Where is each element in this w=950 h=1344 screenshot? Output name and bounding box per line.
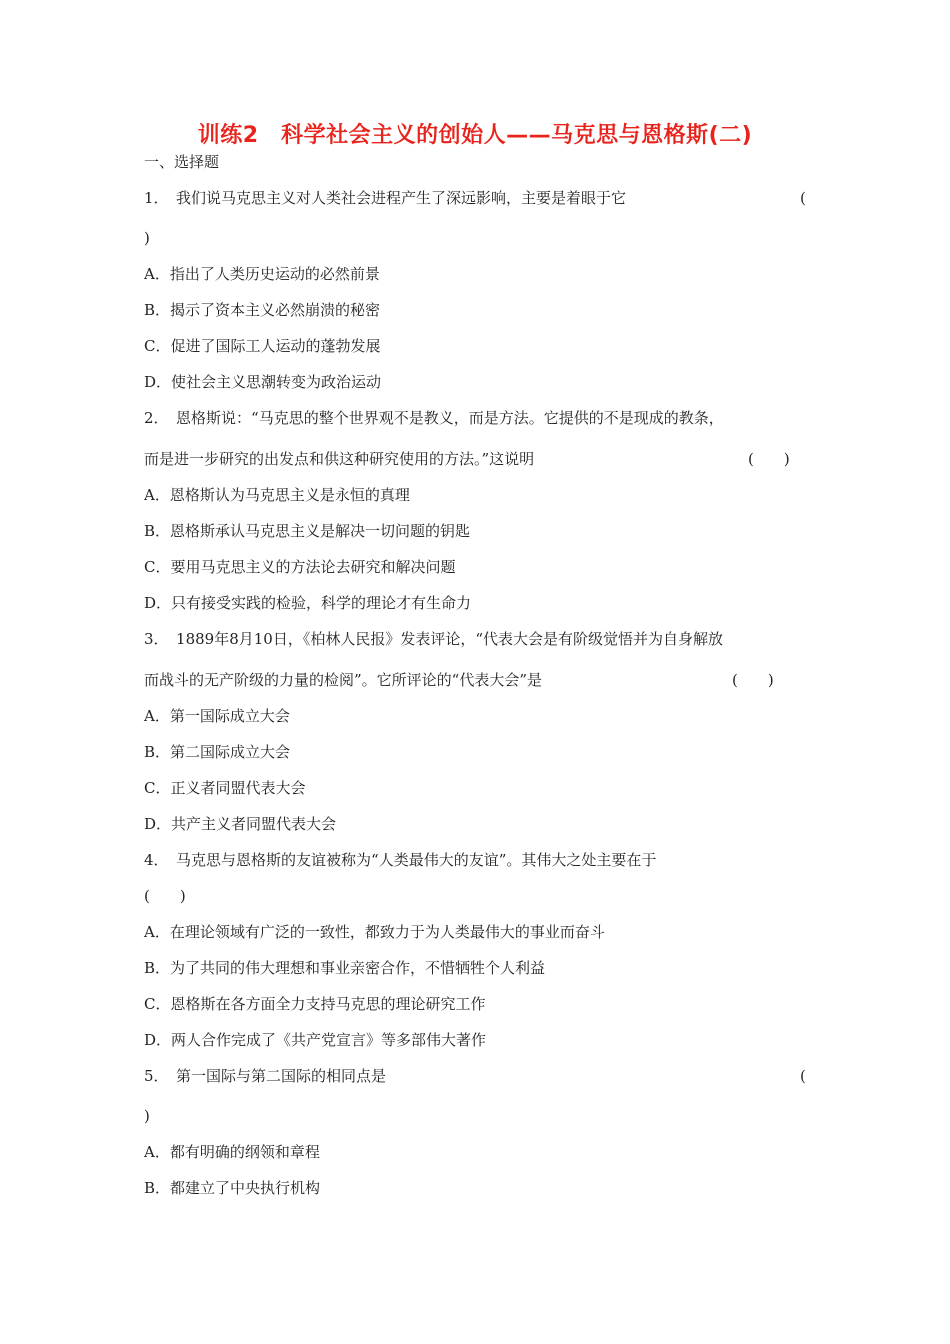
- q3-option-a: A．第一国际成立大会: [144, 707, 290, 725]
- q3-stem-line1: 3． 1889年8月10日，《柏林人民报》发表评论，“代表大会是有阶级觉悟并为自身解放: [144, 630, 724, 648]
- q5-option-a: A．都有明确的纲领和章程: [144, 1143, 320, 1161]
- q4-option-c: C．恩格斯在各方面全力支持马克思的理论研究工作: [144, 995, 486, 1013]
- q1-option-a: A．指出了人类历史运动的必然前景: [144, 265, 380, 283]
- q2-stem-line2: 而是进一步研究的出发点和供这种研究使用的方法。”这说明: [144, 450, 535, 468]
- q3-option-d: D．共产主义者同盟代表大会: [144, 815, 337, 833]
- q1-paren-close: ): [144, 229, 150, 247]
- page-title: 训练2 科学社会主义的创始人——马克思与恩格斯(二): [197, 123, 753, 148]
- q2-option-c: C．要用马克思主义的方法论去研究和解决问题: [144, 558, 456, 576]
- q2-stem-line1: 2． 恩格斯说：“马克思的整个世界观不是教义，而是方法。它提供的不是现成的教条，: [144, 409, 724, 427]
- q1-option-c: C．促进了国际工人运动的蓬勃发展: [144, 337, 381, 355]
- q1-paren-open: (: [800, 189, 806, 207]
- q4-option-a: A．在理论领域有广泛的一致性，都致力于为人类最伟大的事业而奋斗: [144, 923, 605, 941]
- q4-answer-paren: ( ): [144, 887, 186, 905]
- q3-option-c: C．正义者同盟代表大会: [144, 779, 306, 797]
- q5-paren-close: ): [144, 1107, 150, 1125]
- q4-option-d: D．两人合作完成了《共产党宣言》等多部伟大著作: [144, 1031, 487, 1049]
- q2-option-b: B．恩格斯承认马克思主义是解决一切问题的钥匙: [144, 522, 471, 540]
- q3-option-b: B．第二国际成立大会: [144, 743, 291, 761]
- q2-answer-paren: ( ): [748, 450, 790, 468]
- q5-stem: 5． 第一国际与第二国际的相同点是: [144, 1067, 387, 1085]
- q4-option-b: B．为了共同的伟大理想和事业亲密合作，不惜牺牲个人利益: [144, 959, 546, 977]
- q1-stem: 1． 我们说马克思主义对人类社会进程产生了深远影响，主要是着眼于它: [144, 189, 627, 207]
- q5-paren-open: (: [800, 1067, 806, 1085]
- q5-option-b: B．都建立了中央执行机构: [144, 1179, 321, 1197]
- q3-stem-line2: 而战斗的无产阶级的力量的检阅”。它所评论的“代表大会”是: [144, 671, 543, 689]
- q4-stem: 4． 马克思与恩格斯的友谊被称为“人类最伟大的友谊”。其伟大之处主要在于: [144, 851, 657, 869]
- q2-option-a: A．恩格斯认为马克思主义是永恒的真理: [144, 486, 410, 504]
- q2-option-d: D．只有接受实践的检验，科学的理论才有生命力: [144, 594, 472, 612]
- q1-option-b: B．揭示了资本主义必然崩溃的秘密: [144, 301, 381, 319]
- section-heading: 一、选择题: [144, 153, 220, 171]
- q1-option-d: D．使社会主义思潮转变为政治运动: [144, 373, 382, 391]
- q3-answer-paren: ( ): [732, 671, 774, 689]
